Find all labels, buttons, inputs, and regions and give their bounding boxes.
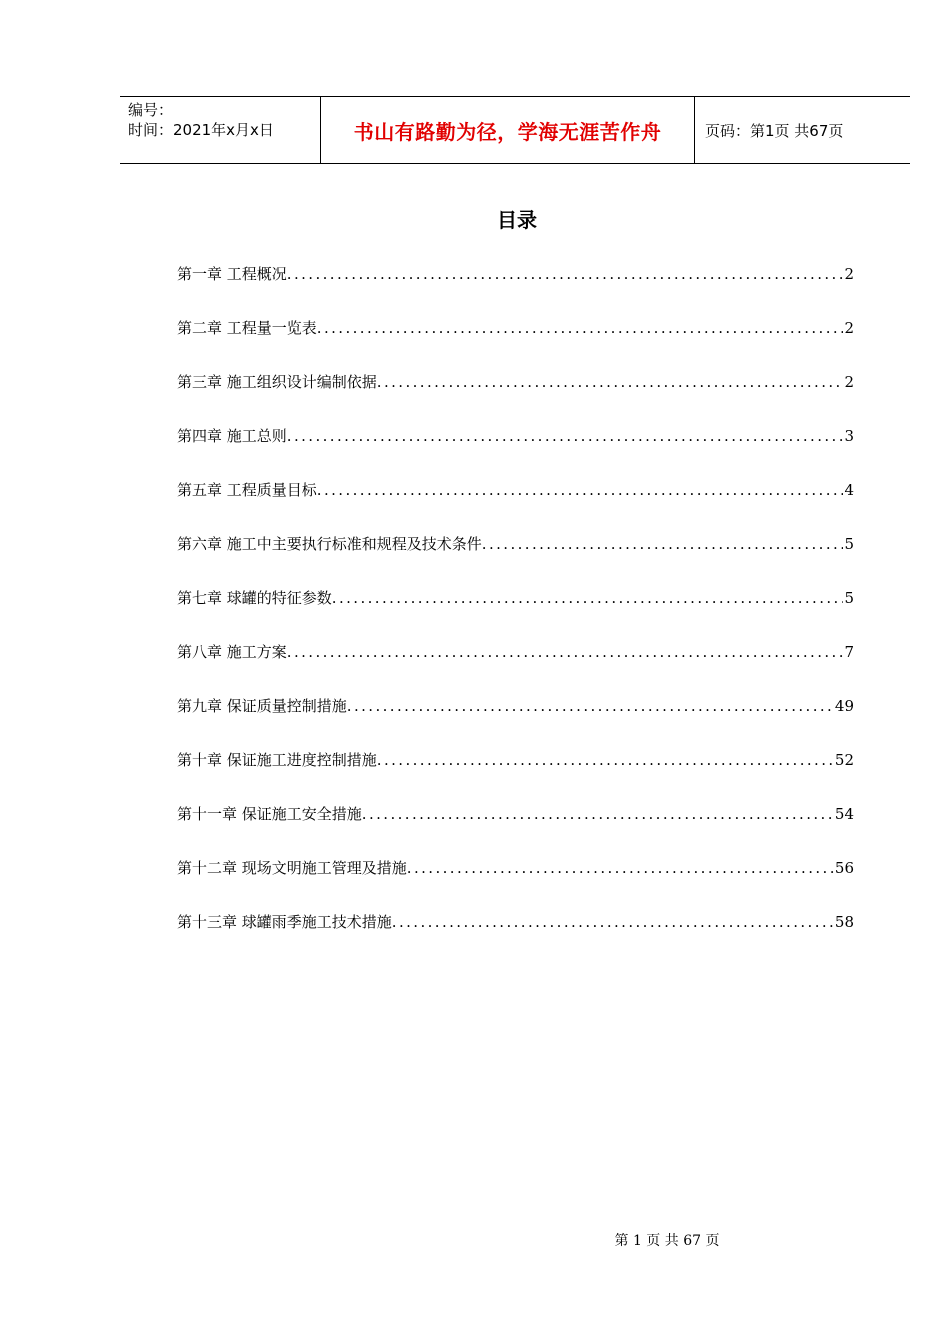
toc-entry-page: 2 — [844, 319, 854, 337]
toc-entry-page: 54 — [834, 805, 854, 823]
toc-entry[interactable] — [177, 586, 854, 640]
page-info: 页码：第1页 共67页 — [705, 121, 844, 140]
toc-entry-label: 第七章 球罐的特征参数 — [177, 589, 332, 607]
toc-entry-page: 2 — [844, 373, 854, 391]
toc-entry-label: 第十章 保证施工进度控制措施 — [177, 751, 377, 769]
toc-dot-leader — [317, 478, 844, 502]
toc-entry-page: 3 — [844, 427, 854, 445]
header-motto-cell — [321, 97, 695, 163]
toc-entry[interactable] — [177, 856, 854, 910]
toc-entry-page: 58 — [834, 913, 854, 931]
toc-entry-page: 49 — [834, 697, 854, 715]
toc-entry[interactable] — [177, 640, 854, 694]
toc-dot-leader — [362, 802, 834, 826]
toc-dot-leader — [332, 586, 844, 610]
toc-dot-leader — [317, 316, 844, 340]
time-label: 时间：2021年x月x日 — [128, 121, 274, 139]
toc-entry-label: 第一章 工程概况 — [177, 265, 287, 283]
toc-entry-page: 2 — [844, 265, 854, 283]
toc-entry-label: 第三章 施工组织设计编制依据 — [177, 373, 377, 391]
toc-dot-leader — [377, 370, 844, 394]
toc-entry-label: 第六章 施工中主要执行标准和规程及技术条件 — [177, 535, 482, 553]
toc-entry[interactable] — [177, 802, 854, 856]
toc-entry[interactable] — [177, 370, 854, 424]
toc-entry-label: 第八章 施工方案 — [177, 643, 287, 661]
toc-entry-page: 5 — [844, 589, 854, 607]
toc-entry-page: 56 — [834, 859, 854, 877]
toc-entry-page: 52 — [834, 751, 854, 769]
toc-dot-leader — [407, 856, 834, 880]
toc-dot-leader — [392, 910, 834, 934]
toc-entry-page: 7 — [844, 643, 854, 661]
toc-entry-page: 4 — [844, 481, 854, 499]
toc-entry-label: 第十二章 现场文明施工管理及措施 — [177, 859, 407, 877]
toc-entry-label: 第九章 保证质量控制措施 — [177, 697, 347, 715]
header-meta-cell — [120, 97, 321, 163]
toc-dot-leader — [287, 424, 844, 448]
toc-entry-label: 第十三章 球罐雨季施工技术措施 — [177, 913, 392, 931]
toc-dot-leader — [287, 640, 844, 664]
toc-dot-leader — [347, 694, 834, 718]
toc-entry[interactable] — [177, 748, 854, 802]
toc-title: 目录 — [497, 208, 537, 232]
toc-entry[interactable] — [177, 694, 854, 748]
toc-dot-leader — [377, 748, 834, 772]
toc-entry-label: 第二章 工程量一览表 — [177, 319, 317, 337]
toc-entry[interactable] — [177, 532, 854, 586]
toc-entry[interactable] — [177, 910, 854, 964]
toc-dot-leader — [287, 262, 844, 286]
toc-entry-label: 第四章 施工总则 — [177, 427, 287, 445]
page-footer: 第 1 页 共 67 页 — [614, 1233, 720, 1249]
toc-entry-label: 第五章 工程质量目标 — [177, 481, 317, 499]
toc-entry[interactable] — [177, 262, 854, 316]
serial-label: 编号： — [128, 101, 174, 119]
toc-entry[interactable] — [177, 316, 854, 370]
toc-entry[interactable] — [177, 424, 854, 478]
toc-dot-leader — [482, 532, 844, 556]
table-of-contents — [177, 262, 854, 964]
header-page-cell — [695, 97, 910, 163]
motto-text: 书山有路勤为径，学海无涯苦作舟 — [353, 119, 662, 144]
toc-entry[interactable] — [177, 478, 854, 532]
toc-entry-page: 5 — [844, 535, 854, 553]
document-header — [120, 96, 910, 164]
toc-entry-label: 第十一章 保证施工安全措施 — [177, 805, 362, 823]
